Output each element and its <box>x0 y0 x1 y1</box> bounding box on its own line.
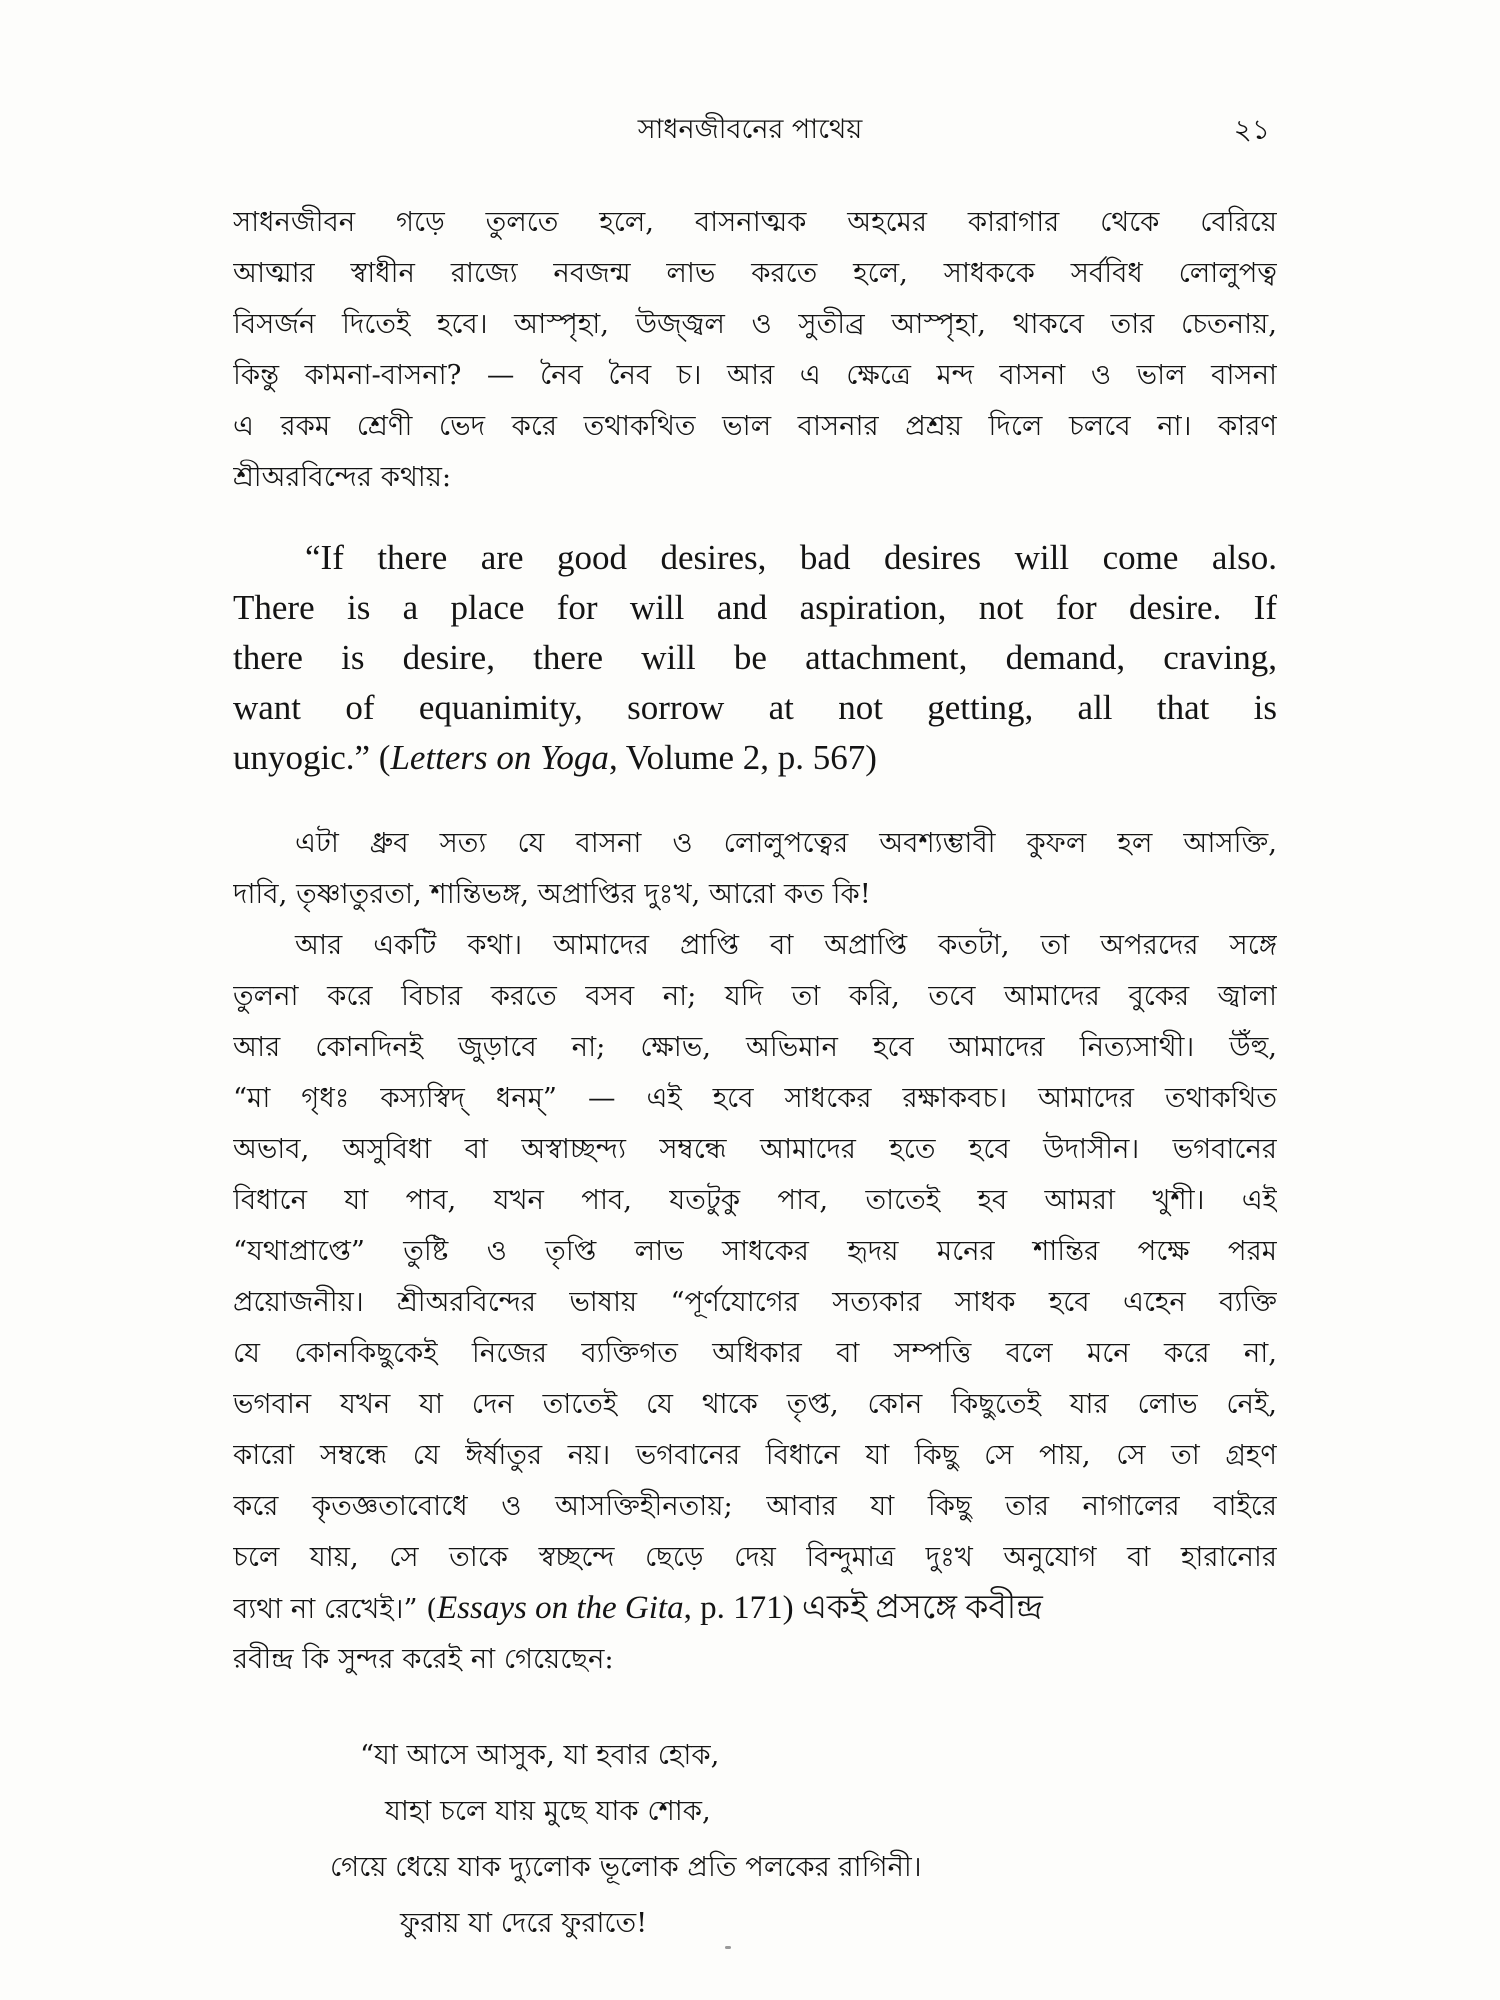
text-line: তুলনা করে বিচার করতে বসব না; যদি তা করি, তবে আমাদের বুকের জ্বালা <box>233 980 1277 1012</box>
text-line: চলে যায়, সে তাকে স্বচ্ছন্দে ছেড়ে দেয় বিন্দুমাত্র দুঃখ অনুযোগ বা হারানোর <box>233 1541 1277 1573</box>
verse-line: ফুরায় যা দেরে ফুরাতে! <box>400 1907 648 1939</box>
quote-line: there is desire, there will be attachment, demand, craving, <box>233 638 1277 677</box>
page-number: ২১ <box>1233 113 1270 146</box>
cite-lead: ব্যথা না রেখেই।” ( <box>233 1593 437 1625</box>
quote-line: want of equanimity, sorrow at not getting, all that is <box>233 688 1277 727</box>
text-line: প্রয়োজনীয়। শ্রীঅরবিন্দের ভাষায় “পূর্ণযোগের সত্যকার সাধক হবে এহেন ব্যক্তি <box>233 1286 1277 1318</box>
verse-line: গেয়ে ধেয়ে যাক দ্যুলোক ভূলোক প্রতি পলকের রাগিনী। <box>330 1851 922 1883</box>
text-line: দাবি, তৃষ্ণাতুরতা, শান্তিভঙ্গ, অপ্রাপ্তির দুঃখ, আরো কত কি! <box>233 878 871 910</box>
cite-tail: , p. 171) একই প্রসঙ্গে কবীন্দ্র <box>683 1590 1043 1626</box>
text-line: ভগবান যখন যা দেন তাতেই যে থাকে তৃপ্ত, কোন কিছুতেই যার লোভ নেই, <box>233 1388 1277 1420</box>
text-line <box>233 1583 1277 1634</box>
quote-line: There is a place for will and aspiration, not for desire. If <box>233 588 1277 627</box>
paragraph-1 <box>233 197 1277 503</box>
quote-line: “If there are good desires, bad desires will come also. <box>305 538 1277 577</box>
citation-detail: , Volume 2, p. 567) <box>608 738 877 777</box>
citation-title: Essays on the Gita <box>437 1590 684 1626</box>
verse-line: “যা আসে আসুক, যা হবার হোক, <box>360 1739 720 1771</box>
print-speck <box>725 1946 731 1949</box>
quote-line <box>233 733 1277 783</box>
quote-text: unyogic.” ( <box>233 738 391 777</box>
text-line: অভাব, অসুবিধা বা অস্বাচ্ছন্দ্য সম্বন্ধে আমাদের হতে হবে উদাসীন। ভগবানের <box>233 1133 1277 1165</box>
text-line: বিধানে যা পাব, যখন পাব, যতটুকু পাব, তাতেই হব আমরা খুশী। এই <box>233 1184 1277 1216</box>
text-line: যে কোনকিছুকেই নিজের ব্যক্তিগত অধিকার বা সম্পত্তি বলে মনে করে না, <box>233 1337 1277 1369</box>
text-line: করে কৃতজ্ঞতাবোধে ও আসক্তিহীনতায়; আবার যা কিছু তার নাগালের বাইরে <box>233 1490 1277 1522</box>
paragraph-2 <box>233 818 1277 920</box>
english-quotation <box>233 533 1277 783</box>
text-line: আর একটি কথা। আমাদের প্রাপ্তি বা অপ্রাপ্তি কতটা, তা অপরদের সঙ্গে <box>295 929 1277 961</box>
text-line: বিসর্জন দিতেই হবে। আস্পৃহা, উজ্জ্বল ও সুতীব্র আস্পৃহা, থাকবে তার চেতনায়, <box>233 308 1277 340</box>
text-line: এটা ধ্রুব সত্য যে বাসনা ও লোলুপত্বের অবশ্যম্ভাবী কুফল হল আসক্তি, <box>295 827 1277 859</box>
paragraph-3 <box>233 920 1277 1685</box>
text-line: “যথাপ্রাপ্তে” তুষ্টি ও তৃপ্তি লাভ সাধকের হৃদয় মনের শান্তির পক্ষে পরম <box>233 1235 1277 1267</box>
running-header <box>0 105 1500 155</box>
text-line: শ্রীঅরবিন্দের কথায়: <box>233 461 452 493</box>
citation-title: Letters on Yoga <box>390 738 609 777</box>
text-line: আত্মার স্বাধীন রাজ্যে নবজন্ম লাভ করতে হলে, সাধককে সর্ববিধ লোলুপত্ব <box>233 257 1277 289</box>
text-line: কারো সম্বন্ধে যে ঈর্ষাতুর নয়। ভগবানের বিধানে যা কিছু সে পায়, সে তা গ্রহণ <box>233 1439 1277 1471</box>
text-line: এ রকম শ্রেণী ভেদ করে তথাকথিত ভাল বাসনার প্রশ্রয় দিলে চলবে না। কারণ <box>233 410 1277 442</box>
text-line: “মা গৃধঃ কস্যস্বিদ্ ধনম্” — এই হবে সাধকের রক্ষাকবচ। আমাদের তথাকথিত <box>233 1082 1277 1114</box>
verse-line: যাহা চলে যায় মুছে যাক শোক, <box>385 1795 711 1827</box>
text-line: রবীন্দ্র কি সুন্দর করেই না গেয়েছেন: <box>233 1643 614 1675</box>
text-line: কিন্তু কামনা-বাসনা? — নৈব নৈব চ। আর এ ক্ষেত্রে মন্দ বাসনা ও ভাল বাসনা <box>233 359 1277 391</box>
verse-block <box>330 1727 1160 1951</box>
text-line: আর কোনদিনই জুড়াবে না; ক্ষোভ, অভিমান হবে আমাদের নিত্যসাথী। উঁহু, <box>233 1031 1277 1063</box>
text-line: সাধনজীবন গড়ে তুলতে হলে, বাসনাত্মক অহমের কারাগার থেকে বেরিয়ে <box>233 206 1277 238</box>
running-title: সাধনজীবনের পাথেয় <box>637 114 863 145</box>
